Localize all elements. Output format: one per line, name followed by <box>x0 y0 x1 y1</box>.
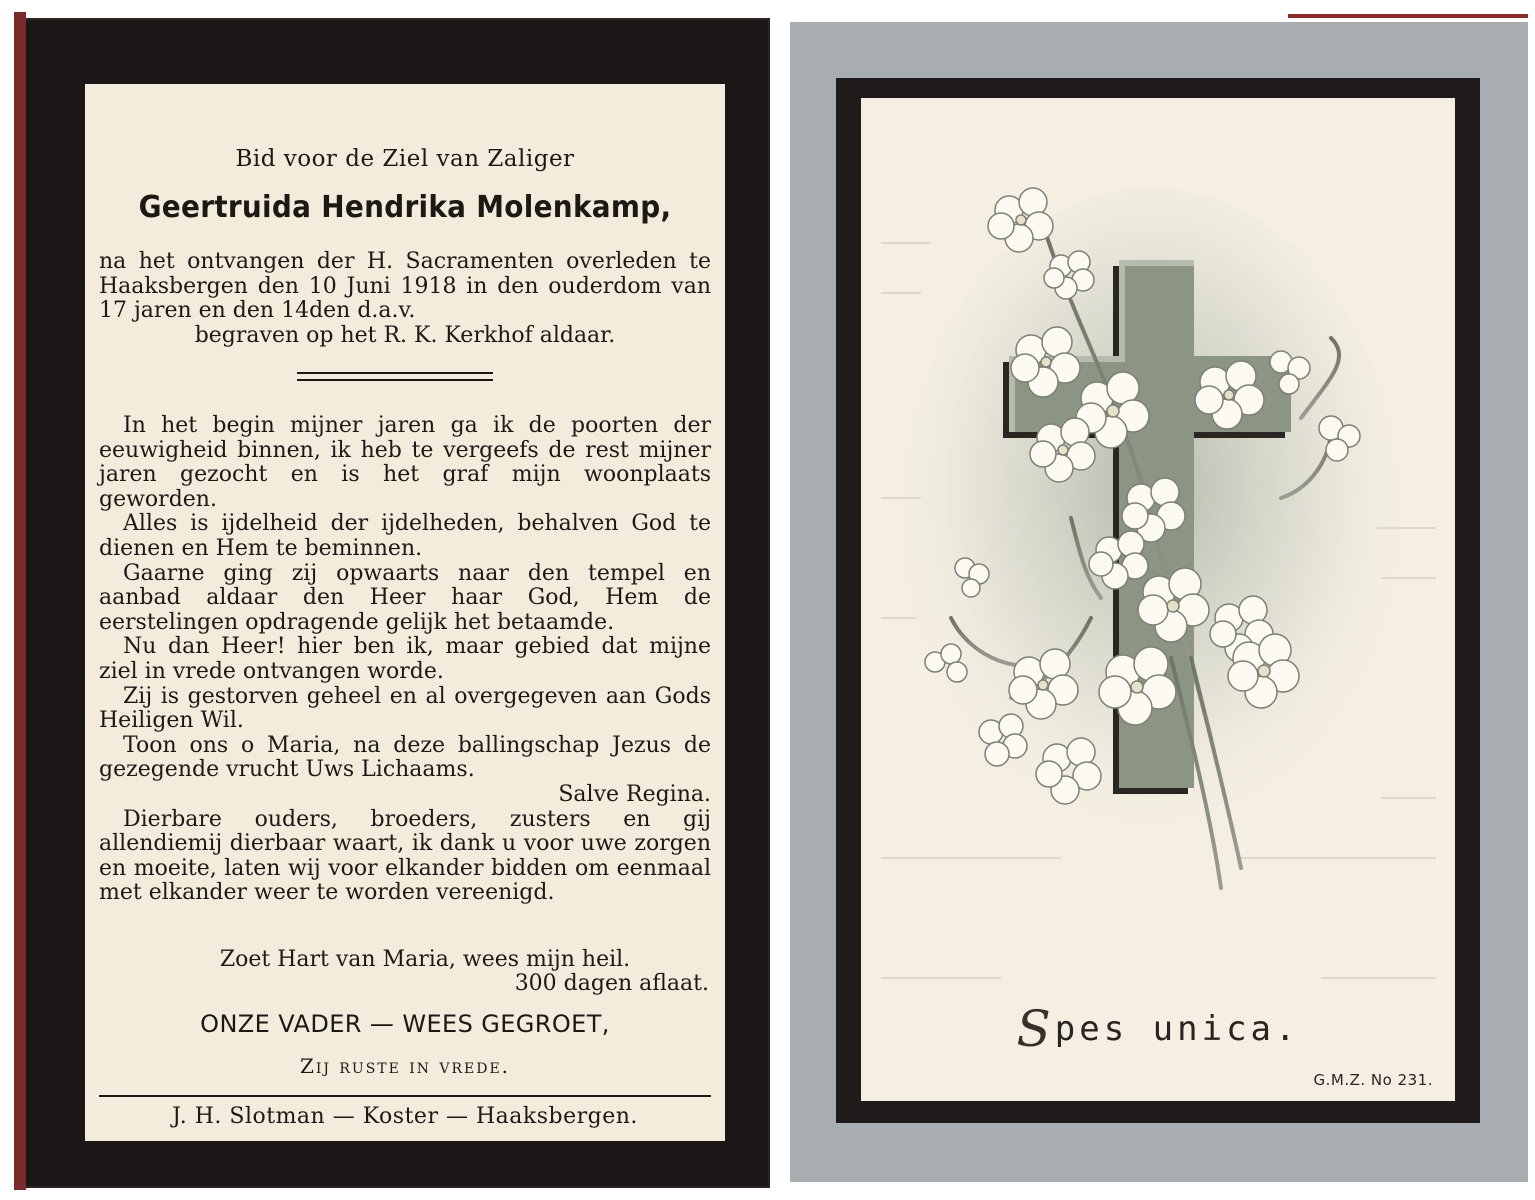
prayer-line: ONZE VADER — WEES GEGROET, <box>200 1010 610 1038</box>
image-panel <box>861 98 1455 1101</box>
rest-in-peace-text: Zij ruste in vrede. <box>299 1054 511 1078</box>
salve-regina: Salve Regina. <box>558 781 711 807</box>
printer-line: J. H. Slotman — Koster — Haaksbergen. <box>172 1104 638 1129</box>
paragraph: Nu dan Heer! hier ben ik, maar gebied dat mijne ziel in vrede ontvangen worde. <box>99 634 711 684</box>
print-code: G.M.Z. No 231. <box>1313 1071 1433 1089</box>
paragraph: Gaarne ging zij opwaarts naar den tempel en aanbad aldaar den Heer haar God, Hem de eerstelingen opdragende gelijk het betaamde. <box>99 560 711 635</box>
paragraph: Zij is gestorven geheel en al overgegeven aan Gods Heiligen Wil. <box>99 683 711 734</box>
paragraph: Alles is ijdelheid der ijdelheden, behalven God te dienen en Hem te beminnen. <box>99 511 711 561</box>
motto-text: pes unica. <box>1054 1009 1300 1049</box>
paragraph: In het begin mijner jaren ga ik de poorten der eeuwigheid binnen, ik heb te vergeefs de rest mijner jaren gezocht en is het graf mijn woonplaats geworden. <box>99 413 711 512</box>
memorial-card-text-side <box>22 18 770 1188</box>
indulgence-line: 300 dagen aflaat. <box>514 971 709 996</box>
double-rule-divider <box>297 372 493 381</box>
devotional-text <box>99 414 711 906</box>
biography <box>99 250 711 348</box>
motto-initial: S <box>1016 1000 1055 1058</box>
bio-line: na het ontvangen der H. Sacramenten overleden te Haaksbergen den 10 Juni 1918 in den ouderdom van 17 jaren en den 14den d.a.v. <box>99 249 711 324</box>
paragraph: Toon ons o Maria, na deze ballingschap Jezus de gezegende vrucht Uws Lichaams. <box>99 732 711 783</box>
bio-line: begraven op het R. K. Kerkhof aldaar. <box>194 322 616 348</box>
card-edge <box>1288 14 1528 18</box>
rest-in-peace <box>85 1054 725 1078</box>
mourning-frame <box>836 78 1480 1123</box>
cross-with-flowers-illustration <box>861 98 1455 1101</box>
bottom-rule <box>99 1095 711 1097</box>
intro-line: Bid voor de Ziel van Zaliger <box>235 146 575 172</box>
paragraph: Dierbare ouders, broeders, zusters en gij allendiemij dierbaar waart, ik dank u voor uwe zorgen en moeite, laten wij voor elkander bidden om eenmaal met elkander weer te worden vereenigd. <box>99 806 711 906</box>
motto <box>861 1000 1455 1058</box>
card-edge <box>14 12 26 1190</box>
deceased-name: Geertruida Hendrika Molenkamp, <box>138 190 672 225</box>
memorial-card-image-side <box>790 22 1528 1182</box>
closing-line: Zoet Hart van Maria, wees mijn heil. <box>219 947 631 972</box>
card-paper <box>85 84 725 1141</box>
